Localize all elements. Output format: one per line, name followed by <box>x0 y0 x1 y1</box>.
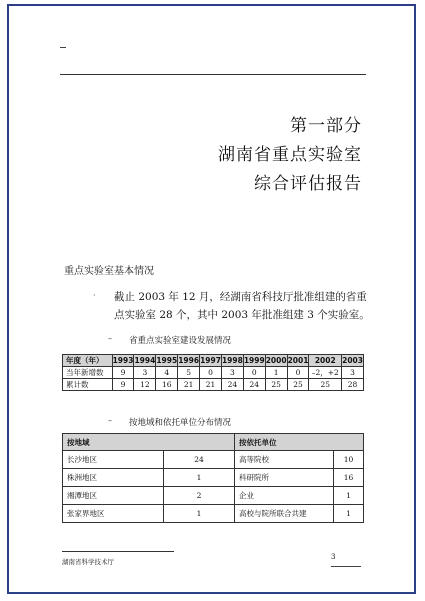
distribution-table <box>62 433 364 523</box>
table2-caption: 按地域和依托单位分布情况 <box>129 418 232 428</box>
header-year-label: 年度（年） <box>63 355 113 367</box>
unit-count-cell: 10 <box>334 451 364 469</box>
table-row <box>63 451 364 469</box>
table-header-row <box>63 355 364 367</box>
year-cell: 1997 <box>200 356 221 365</box>
caption1-bullet: – <box>108 334 112 343</box>
table-cell: 0 <box>243 367 265 379</box>
table-cell: 1 <box>265 367 287 379</box>
region-count-cell: 1 <box>164 469 235 487</box>
year-cell: 1994 <box>134 356 156 365</box>
table-row <box>63 367 364 379</box>
table-cell: 3 <box>134 367 156 379</box>
table-cell: 9 <box>112 367 134 379</box>
footer-org: 湖南省科学技术厅 <box>62 558 114 566</box>
table-cell: 28 <box>342 379 364 391</box>
table-row <box>63 469 364 487</box>
table-cell: 24 <box>243 379 265 391</box>
table-row <box>63 379 364 391</box>
year-cell: 1996 <box>178 356 200 365</box>
table-cell: 24 <box>221 379 243 391</box>
header-mark <box>60 47 66 48</box>
table-cell: 25 <box>287 379 309 391</box>
table-cell: 3 <box>221 367 243 379</box>
region-header: 按地域 <box>63 434 235 451</box>
table-cell: 25 <box>309 379 342 391</box>
part-title: 第一部分 <box>290 116 362 136</box>
region-cell: 湘潭地区 <box>63 487 164 505</box>
unit-cell: 高校与院所联合共建 <box>235 505 334 523</box>
row-label: 当年新增数 <box>63 367 113 379</box>
unit-count-cell: 16 <box>334 469 364 487</box>
table-cell: 21 <box>200 379 222 391</box>
year-cell: 2000 <box>265 356 287 365</box>
table-cell: 3 <box>342 367 364 379</box>
unit-cell: 高等院校 <box>235 451 334 469</box>
table-cell: 4 <box>156 367 178 379</box>
table-cell: 16 <box>156 379 178 391</box>
year-cell: 2001 <box>287 356 309 365</box>
table-row <box>63 487 364 505</box>
row-label: 累计数 <box>63 379 113 391</box>
summary-paragraph: 截止 2003 年 12 月，经湖南省科技厅批准组建的省重点实验室 28 个，其中 2003 年批准组建 3 个实验室。 <box>114 291 370 321</box>
unit-count-cell: 1 <box>334 505 364 523</box>
section-heading: 重点实验室基本情况 <box>64 266 154 277</box>
page-number-rule <box>331 566 361 567</box>
page-number: 3 <box>331 553 336 561</box>
year-cell: 1993 <box>112 356 134 365</box>
table1-caption: 省重点实验室建设发展情况 <box>129 336 232 346</box>
unit-cell: 科研院所 <box>235 469 334 487</box>
region-count-cell: 24 <box>164 451 235 469</box>
region-cell: 株洲地区 <box>63 469 164 487</box>
table-row <box>63 505 364 523</box>
region-count-cell: 2 <box>164 487 235 505</box>
footer-rule <box>62 551 174 552</box>
table-cell: 21 <box>178 379 200 391</box>
unit-count-cell: 1 <box>334 487 364 505</box>
region-count-cell: 1 <box>164 505 235 523</box>
unit-header: 按依托单位 <box>235 434 364 451</box>
report-title-line2: 综合评估报告 <box>254 174 362 194</box>
table-cell: 9 <box>112 379 134 391</box>
unit-cell: 企业 <box>235 487 334 505</box>
region-cell: 张家界地区 <box>63 505 164 523</box>
development-table <box>62 354 364 391</box>
year-cell: 2002 <box>309 355 342 367</box>
table-cell: 25 <box>265 379 287 391</box>
table-header-row <box>63 434 364 451</box>
paragraph-bullet: · <box>93 291 96 300</box>
table-cell: 5 <box>178 367 200 379</box>
table-cell: 12 <box>134 379 156 391</box>
table-cell: –2，+2 <box>309 367 342 379</box>
year-cell: 1999 <box>243 356 265 365</box>
header-rule <box>60 74 366 75</box>
report-title-line1: 湖南省重点实验室 <box>218 145 362 165</box>
year-cell: 1998 <box>221 356 243 365</box>
year-cell: 1995 <box>156 356 178 365</box>
table-cell: 0 <box>200 367 222 379</box>
region-cell: 长沙地区 <box>63 451 164 469</box>
table-cell: 0 <box>287 367 309 379</box>
year-cell: 2003 <box>342 356 363 365</box>
caption2-bullet: – <box>108 416 112 425</box>
